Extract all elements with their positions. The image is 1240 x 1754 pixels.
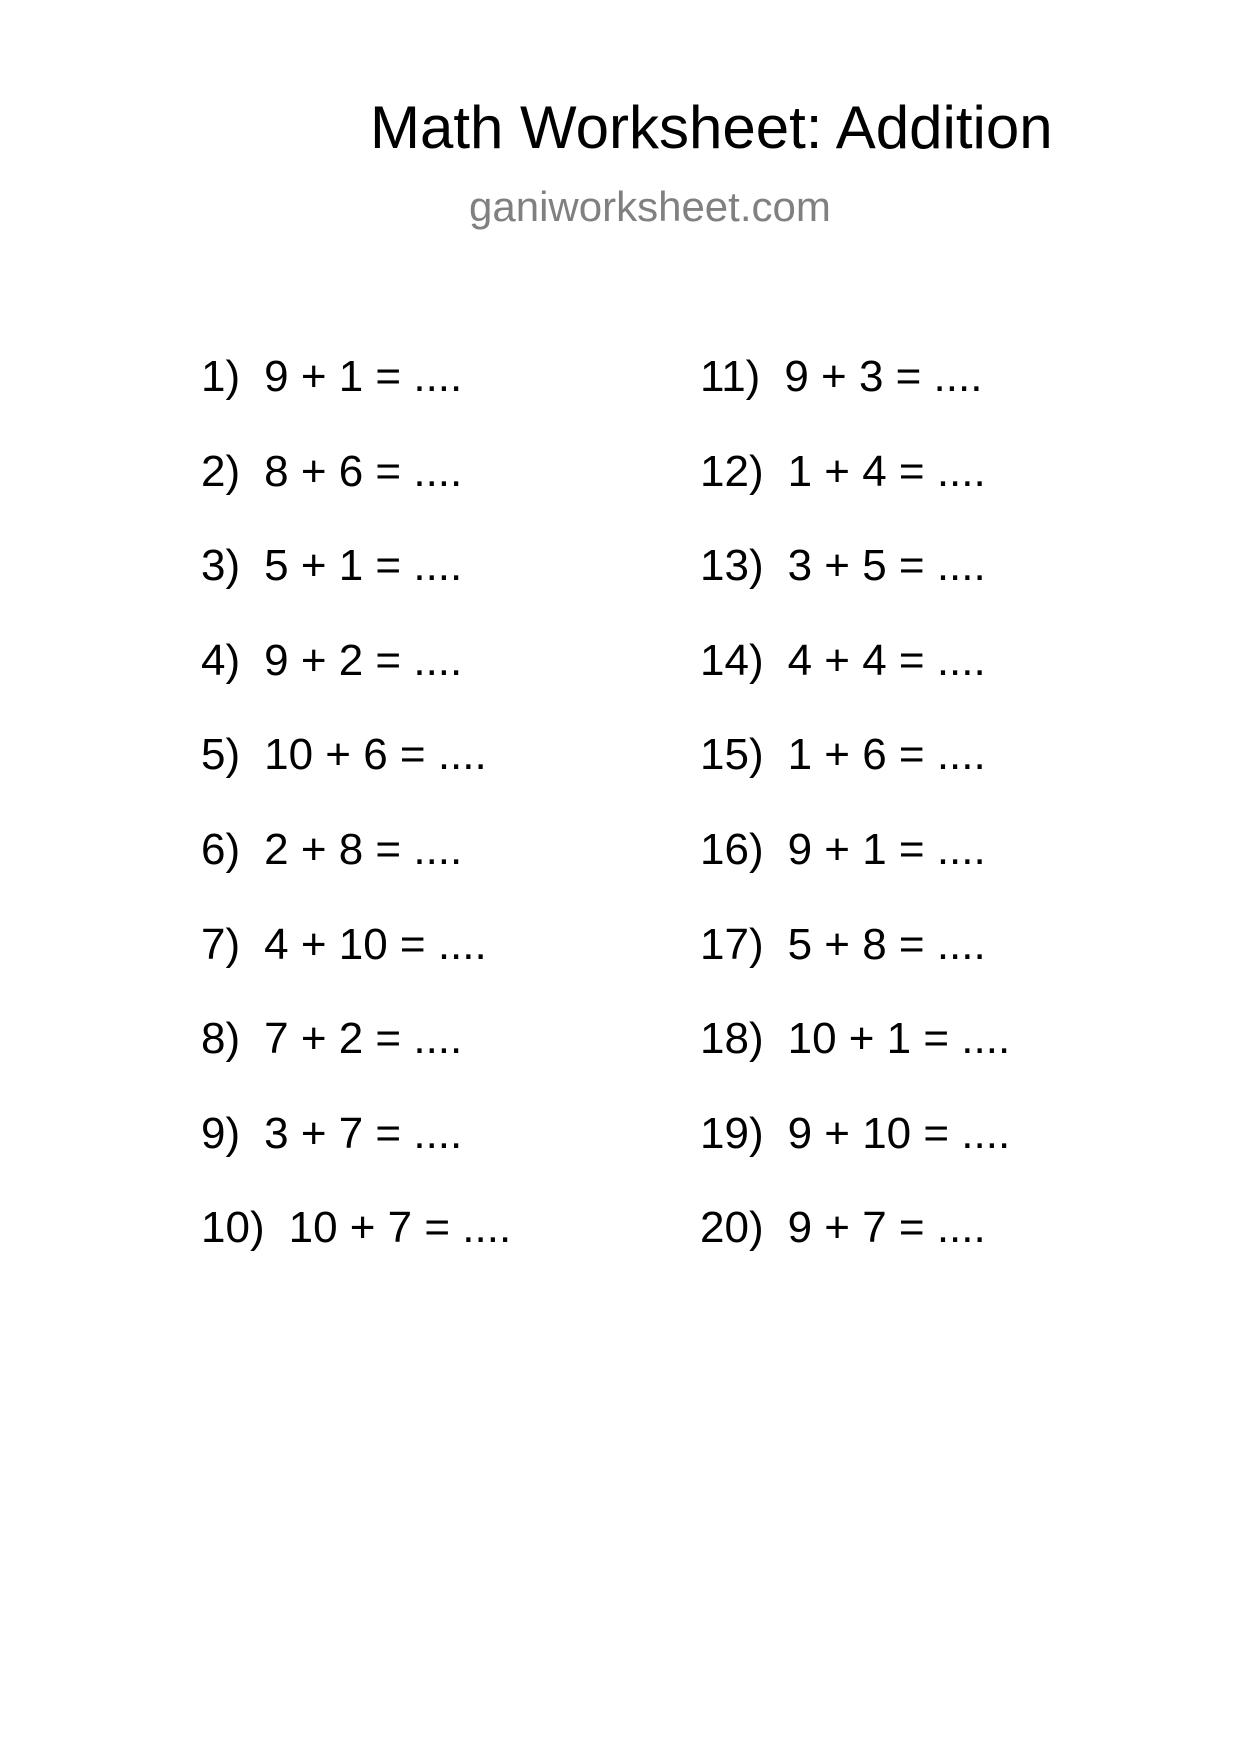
- problem-expression: 4 + 10 = ....: [264, 919, 487, 969]
- problem-number: 6): [201, 824, 241, 874]
- problem-item: [700, 1108, 1011, 1207]
- problem-number: 18): [700, 1014, 764, 1064]
- problem-expression: 10 + 6 = ....: [264, 730, 487, 780]
- problem-item: [201, 541, 511, 639]
- problem-number: 1): [201, 352, 241, 401]
- problem-expression: 9 + 1 = ....: [264, 352, 463, 401]
- problem-expression: 2 + 8 = ....: [264, 824, 463, 874]
- problem-item: [201, 635, 511, 734]
- problem-number: 15): [700, 730, 764, 780]
- problem-item: [201, 1203, 512, 1301]
- problem-expression: 1 + 4 = ....: [787, 446, 986, 496]
- problem-number: 7): [201, 919, 241, 969]
- problem-expression: 10 + 7 = ....: [288, 1203, 512, 1253]
- problem-expression: 5 + 8 = ....: [787, 919, 986, 969]
- problem-number: 20): [700, 1203, 764, 1253]
- page-title: Math Worksheet: Addition: [370, 94, 1053, 161]
- problem-expression: 3 + 5 = ....: [787, 541, 986, 591]
- problem-number: 11): [700, 352, 761, 401]
- problem-number: 12): [700, 446, 764, 496]
- problem-expression: 8 + 6 = ....: [264, 446, 463, 496]
- problems-column-right: [700, 352, 1011, 1301]
- problem-item: [700, 635, 1010, 734]
- problem-item: [201, 824, 511, 923]
- problem-number: 14): [700, 635, 764, 685]
- problem-number: 8): [201, 1014, 241, 1064]
- problem-item: [700, 824, 1010, 923]
- problem-number: 16): [700, 824, 764, 874]
- problem-item: [700, 352, 1010, 450]
- problem-number: 2): [201, 446, 241, 496]
- problem-item: [201, 446, 511, 545]
- problem-number: 9): [201, 1108, 241, 1158]
- site-name: ganiworksheet.com: [469, 183, 831, 230]
- problem-item: [700, 730, 1010, 828]
- problem-number: 19): [700, 1108, 764, 1158]
- problem-item: [201, 919, 511, 1018]
- problem-expression: 9 + 1 = ....: [787, 824, 986, 874]
- problem-number: 3): [201, 541, 241, 591]
- problem-item: [201, 730, 511, 828]
- problem-expression: 9 + 2 = ....: [264, 635, 463, 685]
- problem-number: 17): [700, 919, 764, 969]
- problem-expression: 10 + 1 = ....: [787, 1014, 1011, 1064]
- problem-item: [700, 541, 1010, 639]
- problems-column-left: [201, 352, 512, 1301]
- problem-expression: 9 + 3 = ....: [784, 352, 983, 401]
- problem-item: [201, 1108, 511, 1207]
- problem-expression: 9 + 7 = ....: [787, 1203, 986, 1253]
- problem-number: 13): [700, 541, 764, 591]
- problem-expression: 3 + 7 = ....: [264, 1108, 463, 1158]
- problem-item: [201, 352, 511, 450]
- problem-item: [700, 446, 1010, 545]
- problem-item: [700, 1014, 1011, 1112]
- problem-item: [201, 1014, 511, 1112]
- problem-item: [700, 1203, 1010, 1301]
- problem-expression: 9 + 10 = ....: [787, 1108, 1011, 1158]
- problem-expression: 1 + 6 = ....: [787, 730, 986, 780]
- problem-number: 5): [201, 730, 241, 780]
- problem-number: 4): [201, 635, 241, 685]
- problem-expression: 4 + 4 = ....: [787, 635, 986, 685]
- problem-number: 10): [201, 1203, 265, 1253]
- problem-expression: 7 + 2 = ....: [264, 1014, 463, 1064]
- problem-expression: 5 + 1 = ....: [264, 541, 463, 591]
- problem-item: [700, 919, 1010, 1018]
